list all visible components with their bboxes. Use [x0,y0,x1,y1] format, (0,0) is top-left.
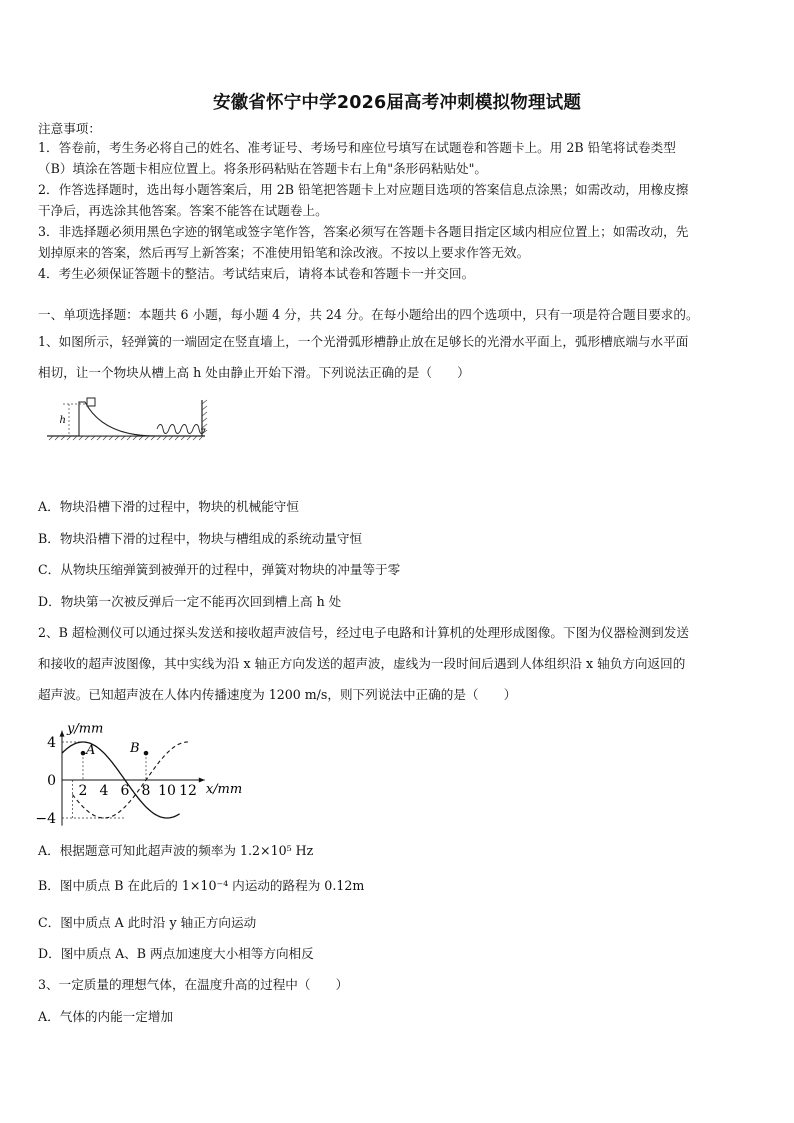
option-c: C．图中质点 A 此时沿 y 轴正方向运动 [38,915,257,930]
point-a-label: A [86,743,96,759]
option-a: A．气体的内能一定增加 [38,1009,174,1024]
question-2-stem: 和接收的超声波图像，其中实线为沿 x 轴正方向发送的超声波，虚线为一段时间后遇到人体组织沿 x 轴负方向返回的 [38,656,686,671]
y-axis-label: y/mm [67,721,104,737]
point-a [81,751,86,756]
option-a: A．根据题意可知此超声波的频率为 1.2×10⁵ Hz [38,843,314,858]
notice-heading: 注意事项： [38,121,101,136]
notice-line: （B）填涂在答题卡相应位置上。将条形码粘贴在答题卡右上角"条形码粘贴处"。 [38,161,488,176]
y-tick-label: 4 [47,735,56,751]
option-b: B．物块沿槽下滑的过程中，物块与槽组成的系统动量守恒 [38,531,363,546]
notice-line: 2．作答选择题时，选出每小题答案后，用 2B 铅笔把答题卡上对应题目选项的答案信息点涂黑；如需改动，用橡皮擦 [38,182,689,197]
arc-slot [79,402,155,436]
ground-hatch [47,436,205,440]
x-axis-arrow [199,778,205,783]
section-header: 一、单项选择题：本题共 6 小题，每小题 4 分，共 24 分。在每小题给出的四个选项中，只有一项是符合题目要求的。 [38,307,699,322]
x-tick-label: 6 [120,783,130,799]
question-1-stem: 相切，让一个物块从槽上高 h 处由静止开始下滑。下列说法正确的是（ ） [38,365,470,380]
figure-spring-arc-slot [45,396,215,441]
question-2-stem: 超声波。已知超声波在人体内传播速度为 1200 m/s，则下列说法中正确的是（ ） [38,687,517,702]
x-tick-label: 10 [158,783,176,799]
question-1-stem: 1、如图所示，轻弹簧的一端固定在竖直墙上，一个光滑弧形槽静止放在足够长的光滑水平面上，弧形槽底端与水平面 [38,334,689,349]
point-b [144,751,149,756]
y-tick-label: 0 [47,773,56,789]
x-tick-label: 8 [141,783,151,799]
block [87,398,95,406]
point-b-label: B [130,741,140,757]
notice-line: 4．考生必须保证答题卡的整洁。考试结束后，请将本试卷和答题卡一并交回。 [38,266,475,281]
notice-line: 1．答卷前，考生务必将自己的姓名、准考证号、考场号和座位号填写在试题卷和答题卡上。用 2B 铅笔将试卷类型 [38,140,676,155]
x-tick-label: 4 [99,783,109,799]
option-d: D．物块第一次被反弹后一定不能再次回到槽上高 h 处 [38,594,342,609]
option-a: A．物块沿槽下滑的过程中，物块的机械能守恒 [38,499,299,514]
option-c: C．从物块压缩弹簧到被弹开的过程中，弹簧对物块的冲量等于零 [38,562,401,577]
question-3-stem: 3、一定质量的理想气体，在温度升高的过程中（ ） [38,977,349,992]
height-label: h [59,415,66,426]
option-d: D．图中质点 A、B 两点加速度大小相等方向相反 [38,946,314,961]
x-tick-label: 12 [179,783,197,799]
x-axis-label: x/mm [205,782,243,797]
y-tick-label: −4 [35,811,56,827]
page-title: 安徽省怀宁中学2026届高考冲刺模拟物理试题 [212,93,582,113]
x-tick-label: 2 [78,783,88,799]
option-b: B．图中质点 B 在此后的 1×10⁻⁴ 内运动的路程为 0.12m [38,878,365,893]
y-axis-arrow [60,731,65,737]
spring [157,425,205,434]
wave-chart [35,713,260,828]
question-2-stem: 2、B 超检测仪可以通过探头发送和接收超声波信号，经过电子电路和计算机的处理形成图像。下图为仪器检测到发送 [38,625,689,640]
notice-line: 3．非选择题必须用黑色字迹的钢笔或签字笔作答，答案必须写在答题卡各题目指定区域内相应位置上；如需改动，先 [38,224,689,239]
notice-line: 划掉原来的答案，然后再写上新答案；不准使用铅笔和涂改液。不按以上要求作答无效。 [38,245,530,260]
notice-line: 干净后，再选涂其他答案。答案不能答在试题卷上。 [38,203,328,218]
